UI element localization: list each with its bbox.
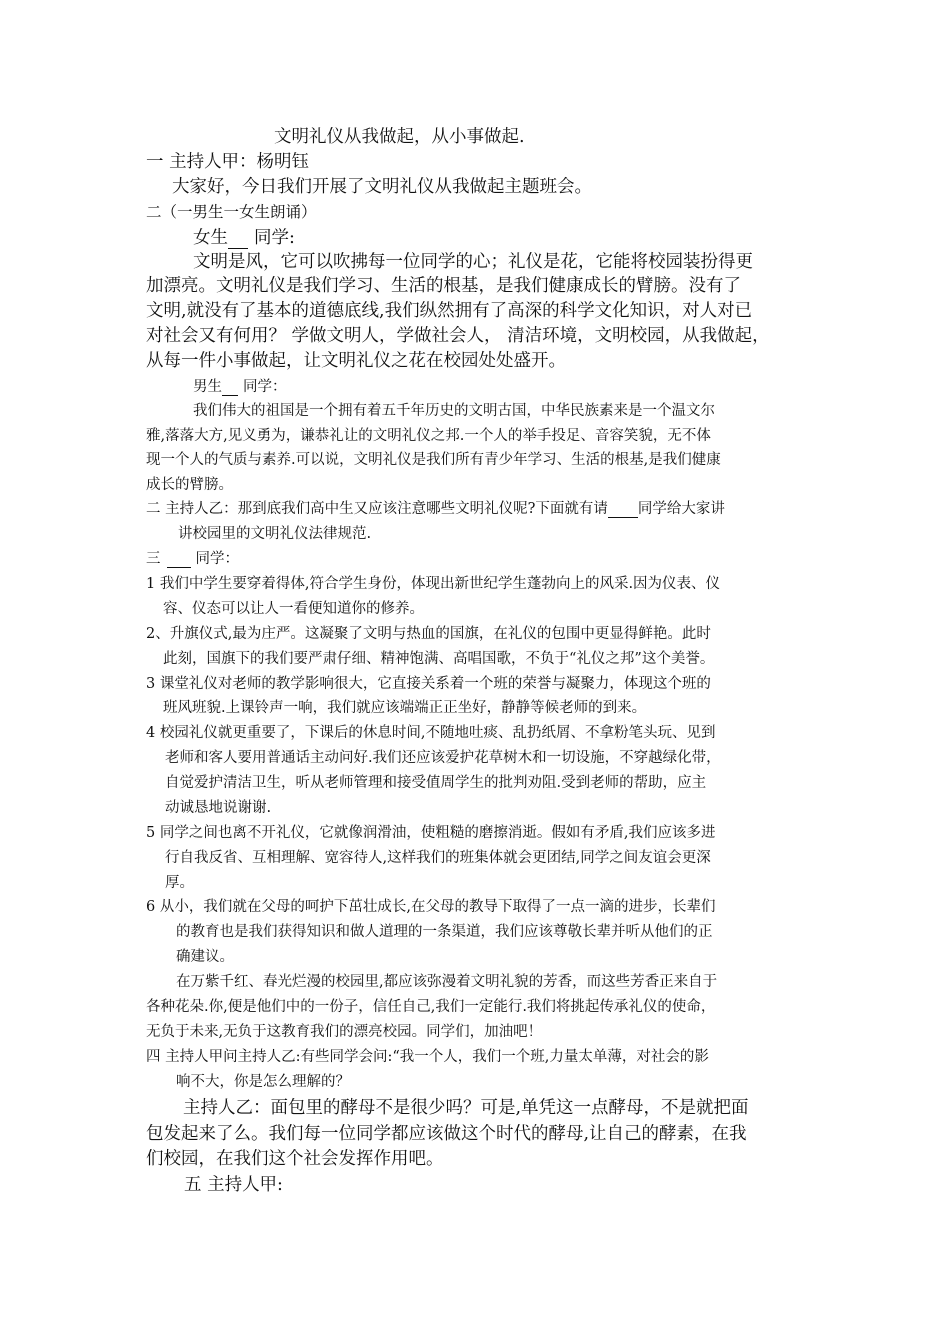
section-1-heading: 一 主持人甲：杨明钰 bbox=[146, 152, 310, 172]
boy-line: 现一个人的气质与素养.可以说，文明礼仪是我们所有青少年学习、生活的根基,是我们健康 bbox=[146, 452, 721, 468]
section-3-heading bbox=[146, 552, 239, 568]
girl-line: 文明,就没有了基本的道德底线,我们纵然拥有了高深的科学文化知识，对人对已 bbox=[146, 301, 753, 321]
host-b-intro bbox=[146, 502, 725, 518]
section-5-heading: 五 主持人甲: bbox=[184, 1175, 283, 1195]
item-line: 5 同学之间也离不开礼仪，它就像润滑油，使粗糙的磨擦消逝。假如有矛盾,我们应该多进 bbox=[146, 825, 716, 841]
host-b-answer-line: 主持人乙：面包里的酵母不是很少吗？可是,单凭这一点酵母，不是就把面 bbox=[183, 1098, 749, 1118]
item-line: 3 课堂礼仪对老师的教学影响很大，它直接关系着一个班的荣誉与凝聚力，体现这个班的 bbox=[146, 676, 711, 692]
closing-line: 在万紫千红、春光烂漫的校园里,都应该弥漫着文明礼貌的芳香，而这些芳香正来自于 bbox=[176, 974, 718, 990]
section-3-suffix: 同学： bbox=[195, 551, 239, 567]
boy-line: 成长的臂膀。 bbox=[146, 477, 233, 493]
girl-line: 文明是风，它可以吹拂每一位同学的心；礼仪是花，它能将校园装扮得更 bbox=[193, 252, 753, 272]
boy-line: 我们伟大的祖国是一个拥有着五千年历史的文明古国，中华民族素来是一个温文尔 bbox=[193, 403, 715, 419]
item-line: 容、仪态可以让人一看便知道你的修养。 bbox=[163, 601, 424, 617]
host-b-intro-text: 二 主持人乙：那到底我们高中生又应该注意哪些文明礼仪呢?下面就有请 bbox=[146, 501, 608, 517]
item-line: 6 从小，我们就在父母的呵护下茁壮成长,在父母的教导下取得了一点一滴的进步，长辈们 bbox=[146, 899, 716, 915]
item-line: 动诚恳地说谢谢. bbox=[165, 800, 272, 816]
name-blank bbox=[222, 380, 238, 396]
item-line: 4 校园礼仪就更重要了，下课后的休息时间,不随地吐痰、乱扔纸屑、不拿粉笔头玩、见到 bbox=[146, 725, 716, 741]
boy-label bbox=[193, 380, 287, 396]
item-line: 的教育也是我们获得知识和做人道理的一条渠道，我们应该尊敬长辈并听从他们的正 bbox=[176, 924, 713, 940]
name-blank bbox=[167, 552, 191, 568]
boy-label-suffix: 同学： bbox=[243, 379, 287, 395]
section-2-heading: 二（一男生一女生朗诵） bbox=[146, 203, 317, 221]
name-blank bbox=[608, 502, 638, 518]
girl-line: 从每一件小事做起，让文明礼仪之花在校园处处盛开。 bbox=[146, 351, 566, 371]
closing-line: 无负于未来,无负于这教育我们的漂亮校园。同学们，加油吧！ bbox=[146, 1024, 543, 1040]
item-line: 确建议。 bbox=[176, 949, 234, 965]
host-b-answer-line: 们校园，在我们这个社会发挥作用吧。 bbox=[146, 1149, 444, 1169]
item-line: 自觉爱护清洁卫生，听从老师管理和接受值周学生的批判劝阻.受到老师的帮助，应主 bbox=[165, 775, 707, 791]
section-3-number: 三 bbox=[146, 551, 161, 567]
girl-label bbox=[193, 230, 295, 249]
section-4-line: 四 主持人甲问主持人乙:有些同学会问:“我一个人，我们一个班,力量太单薄，对社会的影 bbox=[146, 1049, 709, 1065]
section-4-line: 响不大，你是怎么理解的？ bbox=[176, 1074, 350, 1090]
item-line: 此刻，国旗下的我们要严肃仔细、精神饱满、高唱国歌，不负于“礼仪之邦”这个美誉。 bbox=[163, 651, 715, 667]
boy-line: 雅,落落大方,见义勇为，谦恭礼让的文明礼仪之邦.一个人的举手投足、音容笑貌，无不体 bbox=[146, 428, 711, 444]
name-blank bbox=[228, 230, 248, 249]
host-b-answer-line: 包发起来了么。我们每一位同学都应该做这个时代的酵母,让自己的酵素，在我 bbox=[146, 1124, 747, 1144]
closing-line: 各种花朵.你,便是他们中的一份子，信任自己,我们一定能行.我们将挑起传承礼仪的使命， bbox=[146, 999, 716, 1015]
host-b-intro-suffix: 同学给大家讲 bbox=[637, 501, 725, 517]
item-line: 1 我们中学生要穿着得体,符合学生身份，体现出新世纪学生蓬勃向上的风采.因为仪表、仪 bbox=[146, 576, 721, 592]
girl-line: 加漂亮。文明礼仪是我们学习、生活的根基，是我们健康成长的臂膀。没有了 bbox=[146, 276, 741, 296]
girl-label-text: 女生 bbox=[193, 228, 228, 248]
section-1-text: 大家好，今日我们开展了文明礼仪从我做起主题班会。 bbox=[172, 177, 592, 197]
host-b-intro-line-2: 讲校园里的文明礼仪法律规范. bbox=[178, 526, 372, 542]
girl-label-suffix: 同学: bbox=[254, 228, 295, 248]
girl-line: 对社会又有何用？ 学做文明人，学做社会人， 清洁环境，文明校园，从我做起， bbox=[146, 326, 770, 346]
document-title: 文明礼仪从我做起，从小事做起. bbox=[274, 127, 525, 147]
item-line: 2、升旗仪式,最为庄严。这凝聚了文明与热血的国旗，在礼仪的包围中更显得鲜艳。此时 bbox=[146, 626, 711, 642]
item-line: 老师和客人要用普通话主动问好.我们还应该爱护花草树木和一切设施，不穿越绿化带， bbox=[165, 750, 721, 766]
item-line: 行自我反省、互相理解、宽容待人,这样我们的班集体就会更团结,同学之间友谊会更深 bbox=[165, 850, 711, 866]
boy-label-text: 男生 bbox=[193, 379, 222, 395]
item-line: 厚。 bbox=[165, 875, 194, 891]
item-line: 班风班貌.上课铃声一响，我们就应该端端正正坐好，静静等候老师的到来。 bbox=[163, 700, 647, 716]
